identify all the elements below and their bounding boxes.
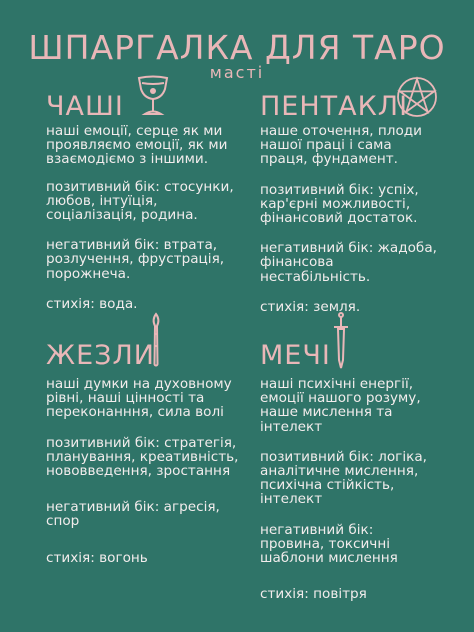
swords-negative: негативний бік: провина, токсичні шаблони мислення <box>260 521 398 567</box>
cups-description: наші емоції, серце як ми проявляємо емоції, як ми взаємодіємо з іншими. <box>46 123 228 168</box>
pentacles-negative: негативний бік: жадоба, фінансова нестабільність. <box>260 240 437 285</box>
page-title: ШПАРГАЛКА ДЛЯ ТАРО <box>28 28 446 67</box>
pentacle-icon <box>396 76 438 118</box>
wand-icon <box>148 312 164 368</box>
suit-wands <box>46 341 246 565</box>
suit-name-pentacles: ПЕНТАКЛІ <box>260 91 409 122</box>
wands-positive: позитивний бік: стратегія, планування, креативність, нововведення, зростання <box>46 434 239 480</box>
cups-positive: позитивний бік: стосунки, любов, інтуїція, соціалізація, родина. <box>46 178 234 224</box>
suit-name-wands: ЖЕЗЛИ <box>46 340 155 371</box>
pentacles-positive: позитивний бік: успіх, кар'єрні можливості, фінансовий достаток. <box>260 181 419 227</box>
suit-pentacles <box>260 92 460 314</box>
suit-name-swords: МЕЧІ <box>260 340 331 371</box>
swords-element: стихія: повітря <box>260 586 367 603</box>
suit-cups <box>46 92 246 311</box>
wands-element: стихія: вогонь <box>46 549 148 566</box>
sword-icon <box>332 312 350 370</box>
pentacles-element: стихія: земля. <box>260 298 361 315</box>
wands-description: наші думки на духовному рівні, наші цінності та переконанння, сила волі <box>46 376 232 421</box>
chalice-icon <box>136 74 170 118</box>
pentacles-description: наше оточення, плоди нашої праці і сама праця, фундамент. <box>260 123 423 168</box>
wands-negative: негативний бік: агресія, спор <box>46 499 220 530</box>
page-subtitle: масті <box>209 63 265 82</box>
suit-name-cups: ЧАШІ <box>46 91 124 122</box>
cups-element: стихія: вода. <box>46 295 138 312</box>
cups-negative: негативний бік: втрата, розлучення, фрустрація, порожнеча. <box>46 237 225 282</box>
suit-swords <box>260 341 460 601</box>
swords-description: наші психічні енергії, емоції нашого розуму, наше мислення та інтелект <box>260 376 421 435</box>
swords-positive: позитивний бік: логіка, аналітичне мислення, психічна стійкість, інтелект <box>260 448 427 508</box>
